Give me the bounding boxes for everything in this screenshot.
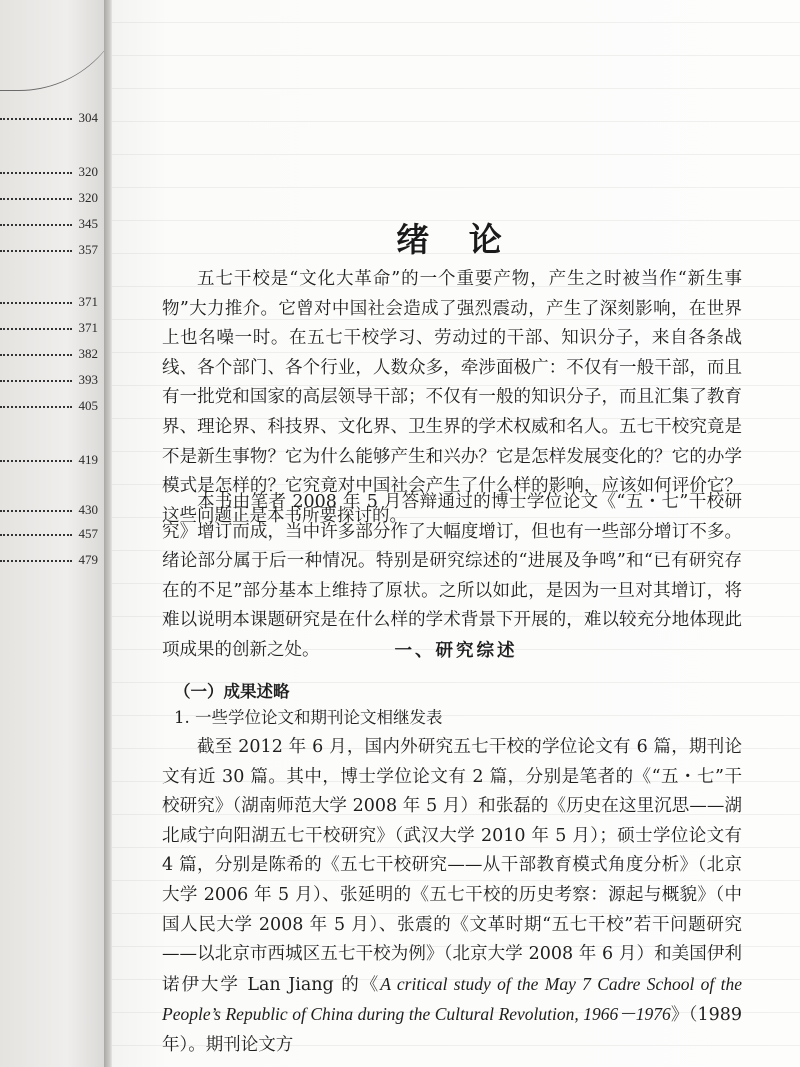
toc-page-number: 479 <box>78 552 98 567</box>
toc-leader-dots <box>0 354 72 356</box>
toc-page-number: 430 <box>78 502 98 517</box>
toc-page-number: 371 <box>78 320 98 335</box>
toc-leader-dots <box>0 302 72 304</box>
book-origin-paragraph: 本书由笔者 2008 年 5 月答辩通过的博士学位论文《“五・七”干校研究》增订而成，当中许多部分作了大幅度增订，但也有一些部分增订不多。绪论部分属于后一种情况。特别是研究综述的“进展及争鸣”和“已有研究存在的不足”部分基本上维持了原状。之所以如此，是因为一旦对其增订，将难以说明本课题研究是在什么样的学术背景下开展的，难以较充分地体现此项成果的创新之处。 <box>162 492 742 660</box>
toc-page-number: 371 <box>78 294 98 309</box>
toc-leader-dots <box>0 406 72 408</box>
toc-leader-dots <box>0 198 72 200</box>
chapter-title: 绪 论 <box>396 220 516 259</box>
left-facing-page <box>0 0 112 1067</box>
toc-page-number: 457 <box>78 526 98 541</box>
toc-leader-dots <box>0 172 72 174</box>
thesis-list-text: 截至 2012 年 6 月，国内外研究五七干校的学位论文有 6 篇，期刊论文有近 30 篇。其中，博士学位论文有 2 篇，分别是笔者的《“五・七”干校研究》（湖南师范大学 2008 年 5 月）和张磊的《历史在这里沉思——湖北咸宁向阳湖五七干校研究》（武汉大学 2010 年 5 月）；硕士学位论文有 4 篇，分别是陈希的《五七干校研究——从干部教育模式角度分析》（北京大学 2006 年 5 月）、张延明的《五七干校的历史考察：源起与概貌》（中国人民大学 2008 年 5 月）、张震的《文革时期“五七干校”若干问题研究——以北京市西城区五七干校为例》（北京大学 2008 年 6 月）和美国伊利诺伊大学 Lan Jiang 的《 <box>162 737 742 995</box>
toc-row <box>0 188 104 208</box>
book-page <box>112 0 800 1067</box>
toc-row <box>0 500 104 520</box>
toc-page-number: 345 <box>78 216 98 231</box>
toc-leader-dots <box>0 224 72 226</box>
intro-paragraph: 五七干校是“文化大革命”的一个重要产物，产生之时被当作“新生事物”大力推介。它曾对中国社会造成了强烈震动，产生了深刻影响，在世界上也名噪一时。在五七干校学习、劳动过的干部、知识分子，来自各条战线、各个部门、各个行业，人数众多，牵涉面极广：不仅有一般干部，而且有一批党和国家的高层领导干部；不仅有一般的知识分子，而且汇集了教育界、理论界、科技界、文化界、卫生界的学术权威和名人。五七干校究竟是不是新生事物？它为什么能够产生和兴办？它是怎样发展变化的？它的办学模式是怎样的？它究竟对中国社会产生了什么样的影响，应该如何评价它？这些问题正是本书所要探讨的。 <box>162 269 742 526</box>
subsection-heading: （一）成果述略 <box>174 682 290 701</box>
toc-row <box>0 344 104 364</box>
toc-leader-dots <box>0 250 72 252</box>
toc-row <box>0 240 104 260</box>
section-heading: 一、研究综述 <box>394 641 518 661</box>
toc-leader-dots <box>0 460 72 462</box>
toc-page-number: 405 <box>78 398 98 413</box>
toc-page-number: 357 <box>78 242 98 257</box>
toc-leader-dots <box>0 534 72 536</box>
toc-page-number: 304 <box>78 110 98 125</box>
toc-row <box>0 396 104 416</box>
english-thesis-title: A critical study of the May 7 Cadre School of the People’s Republic of China during the Cultural Revolution, 1966－1976 <box>162 973 742 1025</box>
toc-page-number: 393 <box>78 372 98 387</box>
thesis-list-paragraph <box>162 733 742 1061</box>
toc-row <box>0 108 104 128</box>
toc-row <box>0 318 104 338</box>
toc-leader-dots <box>0 510 72 512</box>
toc-row <box>0 370 104 390</box>
item-heading: 1. 一些学位论文和期刊论文相继发表 <box>174 708 443 727</box>
toc-row <box>0 550 104 570</box>
toc-page-number: 320 <box>78 190 98 205</box>
toc-row <box>0 450 104 470</box>
toc-leader-dots <box>0 118 72 120</box>
toc-page-number: 419 <box>78 452 98 467</box>
toc-row <box>0 214 104 234</box>
toc-row <box>0 524 104 544</box>
thesis-list-text-end: 》（1989 年）。期刊论文方 <box>162 1005 742 1055</box>
toc-leader-dots <box>0 380 72 382</box>
toc-row <box>0 162 104 182</box>
toc-leader-dots <box>0 328 72 330</box>
toc-page-number: 382 <box>78 346 98 361</box>
toc-page-number: 320 <box>78 164 98 179</box>
toc-leader-dots <box>0 560 72 562</box>
toc-row <box>0 292 104 312</box>
page-curl <box>0 0 112 91</box>
